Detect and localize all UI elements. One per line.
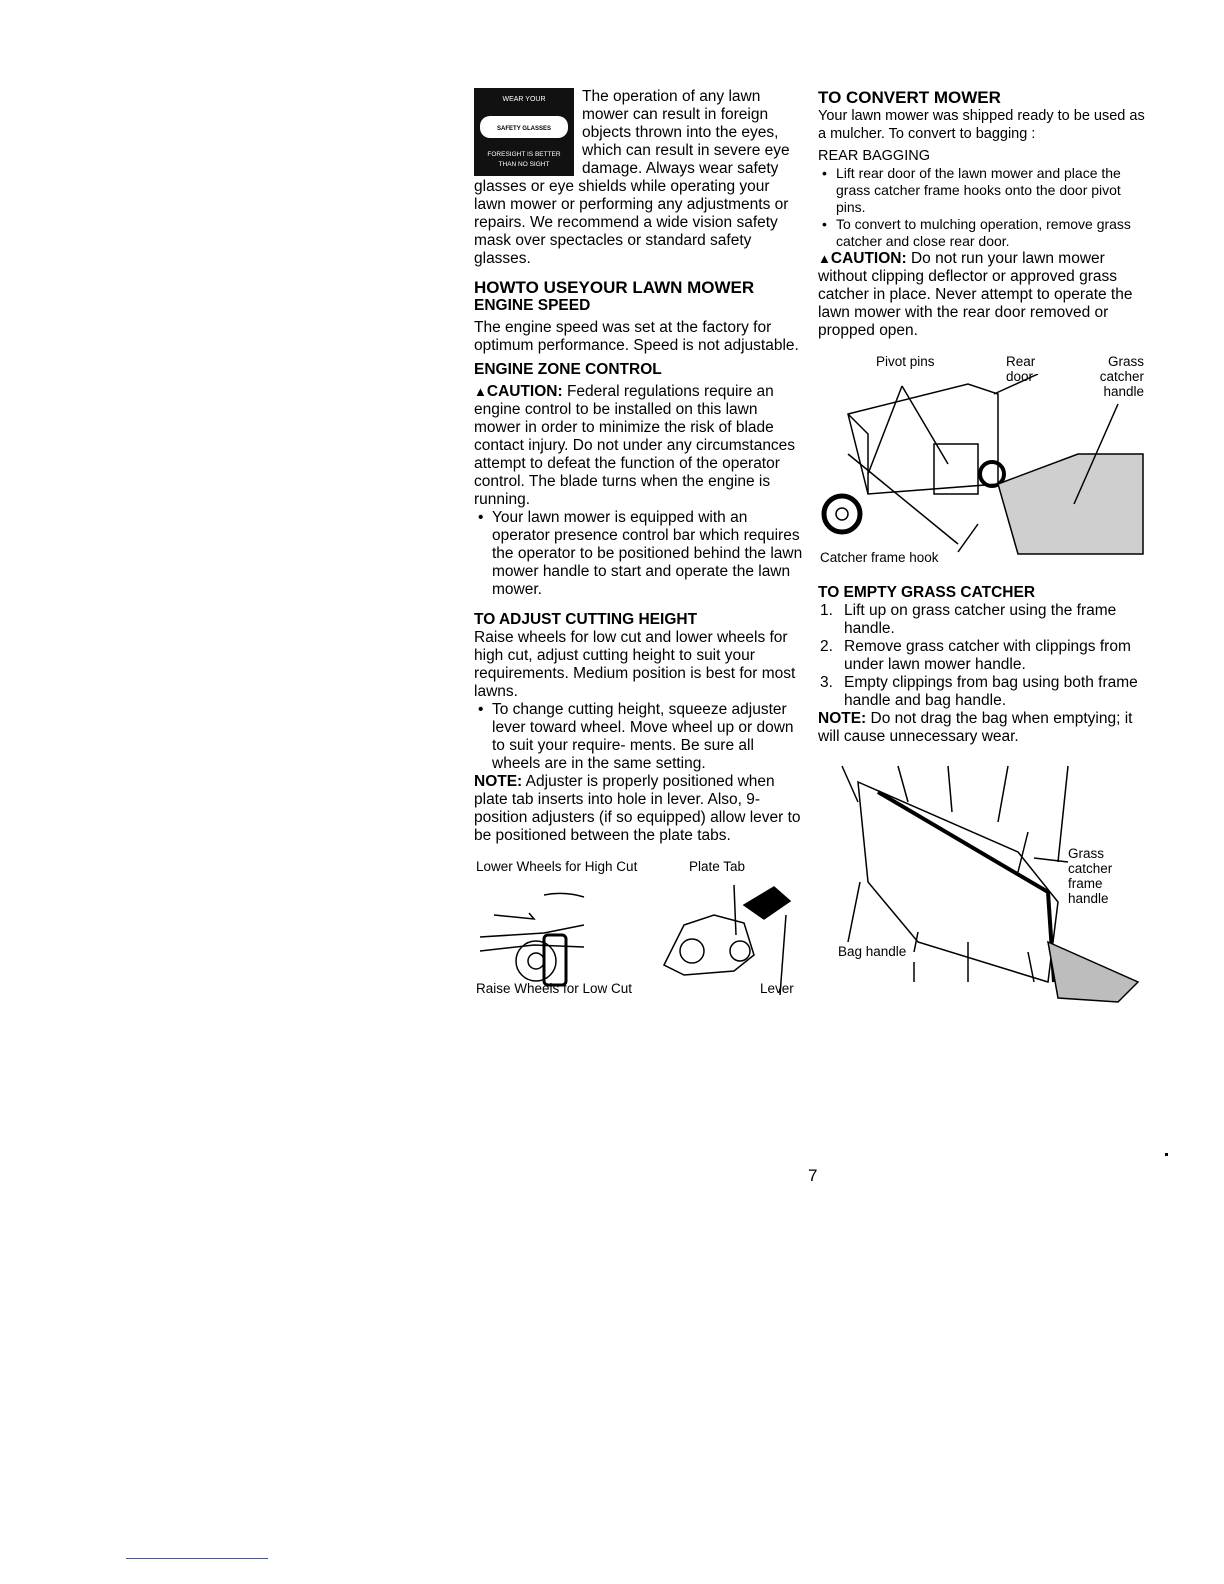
empty-catcher-figure (818, 762, 1148, 1022)
pivot-pins-label: Pivot pins (876, 354, 935, 369)
engine-speed-heading: ENGINE SPEED (474, 297, 591, 314)
empty-steps-list (818, 602, 1148, 710)
engine-zone-text: Federal regulations require an engine control to be installed on this lawn mower in order to minimize the risk of blade contact injury. Do not under any circumstances attempt to defeat the function of the operator control. The blade turns when the engine is running. (474, 383, 796, 508)
grass-catcher-frame-handle-label: Grass catcher frame handle (1068, 846, 1113, 906)
badge-line1: WEAR YOUR (502, 96, 546, 103)
cutting-height-heading: TO ADJUST CUTTING HEIGHT (474, 611, 698, 628)
engine-speed-text: The engine speed was set at the factory for optimum performance. Speed is not adjustable. (474, 319, 799, 354)
list-item (818, 602, 1148, 638)
list-item: • To convert to mulching operation, remove grass catcher and close rear door. (818, 216, 1148, 250)
plate-tab-label: Plate Tab (689, 859, 746, 874)
empty-heading: TO EMPTY GRASS CATCHER (818, 584, 1036, 601)
how-to-heading: HOWTO USEYOUR LAWN MOWER (474, 278, 755, 297)
rear-bagging-label: REAR BAGGING (818, 148, 930, 164)
cutting-height-text: Raise wheels for low cut and lower wheels for high cut, adjust cutting height to suit your requirements. Medium position is best for most lawns. (474, 629, 796, 700)
list-item: • Your lawn mower is equipped with an operator presence control bar which requires the operator to be positioned behind the lawn mower handle to start and operate the lawn mower. (474, 509, 804, 599)
lower-wheels-label: Lower Wheels for High Cut (476, 859, 638, 874)
grass-catcher-handle-label: Grass catcher handle (1099, 354, 1144, 399)
list-item (818, 674, 1148, 710)
catcher-frame-hook-label: Catcher frame hook (820, 550, 939, 565)
step-text: Remove grass catcher with clippings from under lawn mower handle. (844, 638, 1131, 673)
rear-bagging-illustration (818, 374, 1148, 574)
step-text: Empty clippings from bag using both frame handle and bag handle. (844, 674, 1138, 709)
badge-line3: FORESIGHT IS BETTER (487, 151, 561, 158)
left-column (474, 88, 804, 1001)
caution-paragraph (818, 250, 1148, 340)
note-paragraph (474, 773, 804, 845)
note-text: Do not drag the bag when emptying; it will cause unnecessary wear. (818, 710, 1133, 745)
page-number: 7 (808, 1166, 818, 1185)
raise-wheels-label: Raise Wheels for Low Cut (476, 981, 633, 996)
engine-zone-heading: ENGINE ZONE CONTROL (474, 361, 662, 378)
step-text: Lift up on grass catcher using the frame handle. (844, 602, 1117, 637)
list-item: • Lift rear door of the lawn mower and place the grass catcher frame hooks onto the door pivot pins. (818, 165, 1148, 216)
wheel-adjuster-illustration (474, 875, 804, 995)
safety-text: The operation of any lawn mower can result in foreign objects thrown into the eyes, which can result in severe eye damage. Always wear safety glasses or eye shields while operating your lawn mower or performing any adjustments or repairs. We recommend a wide vision safety mask over spectacles or standard safety glasses. (474, 88, 790, 267)
note-paragraph (818, 710, 1148, 746)
step-number: 2. (820, 638, 833, 655)
right-column (818, 88, 1148, 1022)
step-number: 3. (820, 674, 833, 691)
warning-triangle-icon: ▲ (818, 251, 831, 266)
stray-mark (1165, 1153, 1168, 1156)
warning-triangle-icon: ▲ (474, 384, 487, 399)
caution-label: CAUTION: (830, 250, 907, 267)
rear-bagging-figure (818, 354, 1148, 574)
note-label: NOTE: (818, 710, 867, 727)
rear-door-label: Rear door (1006, 354, 1036, 384)
footer-rule (126, 1558, 268, 1559)
note-text: Adjuster is properly positioned when plate tab inserts into hole in lever. Also, 9-position adjusters (if so equipped) allow lever to be positioned between the plate tabs. (474, 773, 801, 844)
lever-label: Lever (760, 981, 794, 996)
cutting-height-figure (474, 851, 804, 1001)
engine-zone-paragraph (474, 383, 804, 509)
rear-bagging-list (818, 165, 1148, 250)
convert-heading: TO CONVERT MOWER (818, 88, 1001, 107)
list-item: • To change cutting height, squeeze adjuster lever toward wheel. Move wheel up or down to suit your require- ments. Be sure all wheels are in the same setting. (474, 701, 804, 773)
convert-text: Your lawn mower was shipped ready to be used as a mulcher. To convert to bagging : (818, 108, 1145, 142)
caution-text: Do not run your lawn mower without clipping deflector or approved grass catcher in place. Never attempt to operate the lawn mower with the rear door removed or propped open. (818, 250, 1133, 339)
list-item (818, 638, 1148, 674)
engine-zone-list (474, 509, 804, 599)
badge-line4: THAN NO SIGHT (498, 161, 550, 168)
caution-label: CAUTION: (486, 383, 563, 400)
note-label: NOTE: (474, 773, 523, 790)
badge-line2: SAFETY GLASSES (497, 126, 551, 132)
bag-handle-label: Bag handle (838, 944, 907, 959)
cutting-height-list (474, 701, 804, 773)
step-number: 1. (820, 602, 833, 619)
safety-glasses-badge (474, 88, 574, 176)
